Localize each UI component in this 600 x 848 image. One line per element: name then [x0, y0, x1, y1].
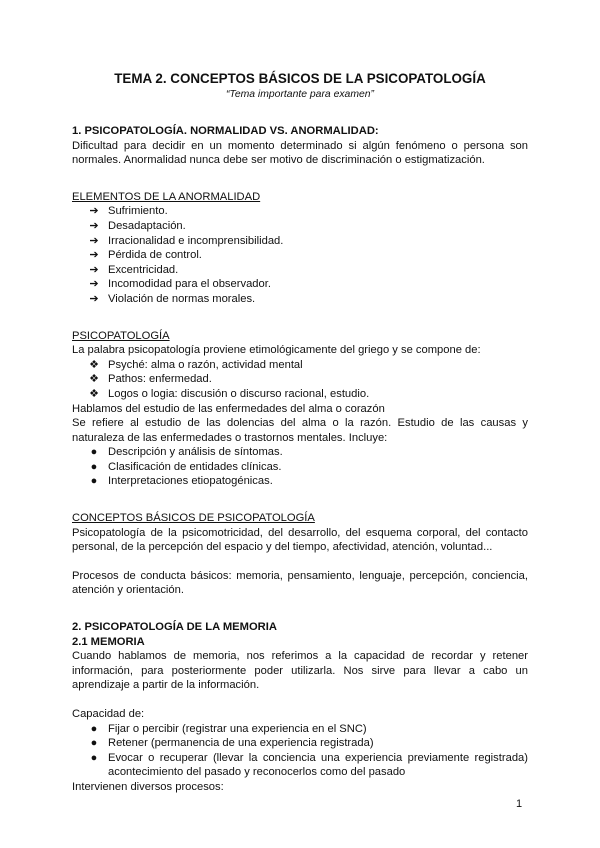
- list-item: ➔ Incomodidad para el observador.: [72, 277, 528, 292]
- list-item: ● Evocar o recuperar (llevar la conciencia una experiencia previamente registrada) acontecimiento del pasado y reconocerlos como del pasado: [72, 751, 528, 780]
- bullet-icon: ●: [90, 737, 98, 750]
- arrow-icon: ➔: [89, 249, 99, 262]
- elementos-heading: ELEMENTOS DE LA ANORMALIDAD: [72, 190, 261, 203]
- conceptos-text-1: Psicopatología de la psicomotricidad, del desarrollo, del esquema corporal, del contacto personal, de la percepción del espacio y del tiempo, afectividad, atención, voluntad...: [72, 526, 528, 554]
- arrow-icon: ➔: [89, 205, 99, 218]
- list-item: ● Interpretaciones etiopatogénicas.: [72, 474, 528, 489]
- list-item: ● Fijar o percibir (registrar una experiencia en el SNC): [72, 722, 528, 737]
- document-subtitle: “Tema importante para examen”: [225, 89, 375, 100]
- psicopatologia-line-2: Se refiere al estudio de las dolencias del alma o la razón. Estudio de las causas y naturaleza de las enfermedades o trastornos mentales. Incluye:: [72, 417, 528, 444]
- arrow-icon: ➔: [89, 234, 99, 247]
- bullet-icon: ●: [90, 722, 98, 735]
- includes-list: [72, 445, 528, 489]
- list-item: ● Clasificación de entidades clínicas.: [72, 460, 528, 475]
- list-item: ➔ Irracionalidad e incomprensibilidad.: [72, 234, 528, 249]
- section-2-1-heading: 2.1 MEMORIA: [72, 635, 145, 648]
- bullet-icon: ●: [90, 751, 98, 764]
- list-item: ● Retener (permanencia de una experiencia registrada): [72, 736, 528, 751]
- etymology-list: [72, 358, 528, 402]
- list-item: ❖ Pathos: enfermedad.: [72, 372, 528, 387]
- list-item: ➔ Sufrimiento.: [72, 204, 528, 219]
- bullet-icon: ●: [90, 460, 98, 473]
- arrow-icon: ➔: [89, 219, 99, 232]
- arrow-icon: ➔: [89, 278, 99, 291]
- memoria-text: Cuando hablamos de memoria, nos referimos a la capacidad de recordar y retener información, para posteriormente poder utilizarla. Nos sirve para llevar a cabo un aprendizaje a partir de la información.: [72, 650, 528, 692]
- list-item: ➔ Desadaptación.: [72, 219, 528, 234]
- page-number: 1: [516, 798, 523, 810]
- conceptos-heading: CONCEPTOS BÁSICOS DE PSICOPATOLOGÍA: [72, 512, 315, 525]
- capacidad-list: [72, 722, 528, 780]
- document-page: [72, 70, 528, 795]
- list-item: ● Descripción y análisis de síntomas.: [72, 445, 528, 460]
- section-1-text: Dificultad para decidir en un momento determinado si algún fenómeno o persona son normales. Anormalidad nunca debe ser motivo de discriminación o estigmatización.: [72, 139, 528, 167]
- capacidad-label: Capacidad de:: [72, 708, 145, 720]
- list-item: ❖ Logos o logia: discusión o discurso racional, estudio.: [72, 387, 528, 402]
- diamond-bullet-icon: ❖: [89, 358, 99, 371]
- bullet-icon: ●: [90, 475, 98, 488]
- psicopatologia-heading: PSICOPATOLOGÍA: [72, 329, 170, 342]
- conceptos-text-2: Procesos de conducta básicos: memoria, pensamiento, lenguaje, percepción, conciencia, atención y orientación.: [72, 569, 528, 597]
- section-2-heading: 2. PSICOPATOLOGÍA DE LA MEMORIA: [72, 621, 277, 634]
- list-item: ➔ Excentricidad.: [72, 263, 528, 278]
- psicopatologia-line-1: Hablamos del estudio de las enfermedades del alma o corazón: [72, 402, 385, 415]
- arrow-icon: ➔: [89, 263, 99, 276]
- elementos-list: [72, 204, 528, 306]
- diamond-bullet-icon: ❖: [89, 387, 99, 400]
- document-title: TEMA 2. CONCEPTOS BÁSICOS DE LA PSICOPATOLOGÍA: [114, 71, 486, 86]
- list-item: ❖ Psyché: alma o razón, actividad mental: [72, 358, 528, 373]
- list-item: ➔ Pérdida de control.: [72, 248, 528, 263]
- bullet-icon: ●: [90, 446, 98, 459]
- arrow-icon: ➔: [89, 292, 99, 305]
- section-1-heading: 1. PSICOPATOLOGÍA. NORMALIDAD VS. ANORMALIDAD:: [72, 125, 379, 137]
- diamond-bullet-icon: ❖: [89, 373, 99, 386]
- list-item: ➔ Violación de normas morales.: [72, 292, 528, 307]
- psicopatologia-intro: La palabra psicopatología proviene etimológicamente del griego y se compone de:: [72, 344, 481, 357]
- procesos-text: Intervienen diversos procesos:: [72, 780, 224, 793]
